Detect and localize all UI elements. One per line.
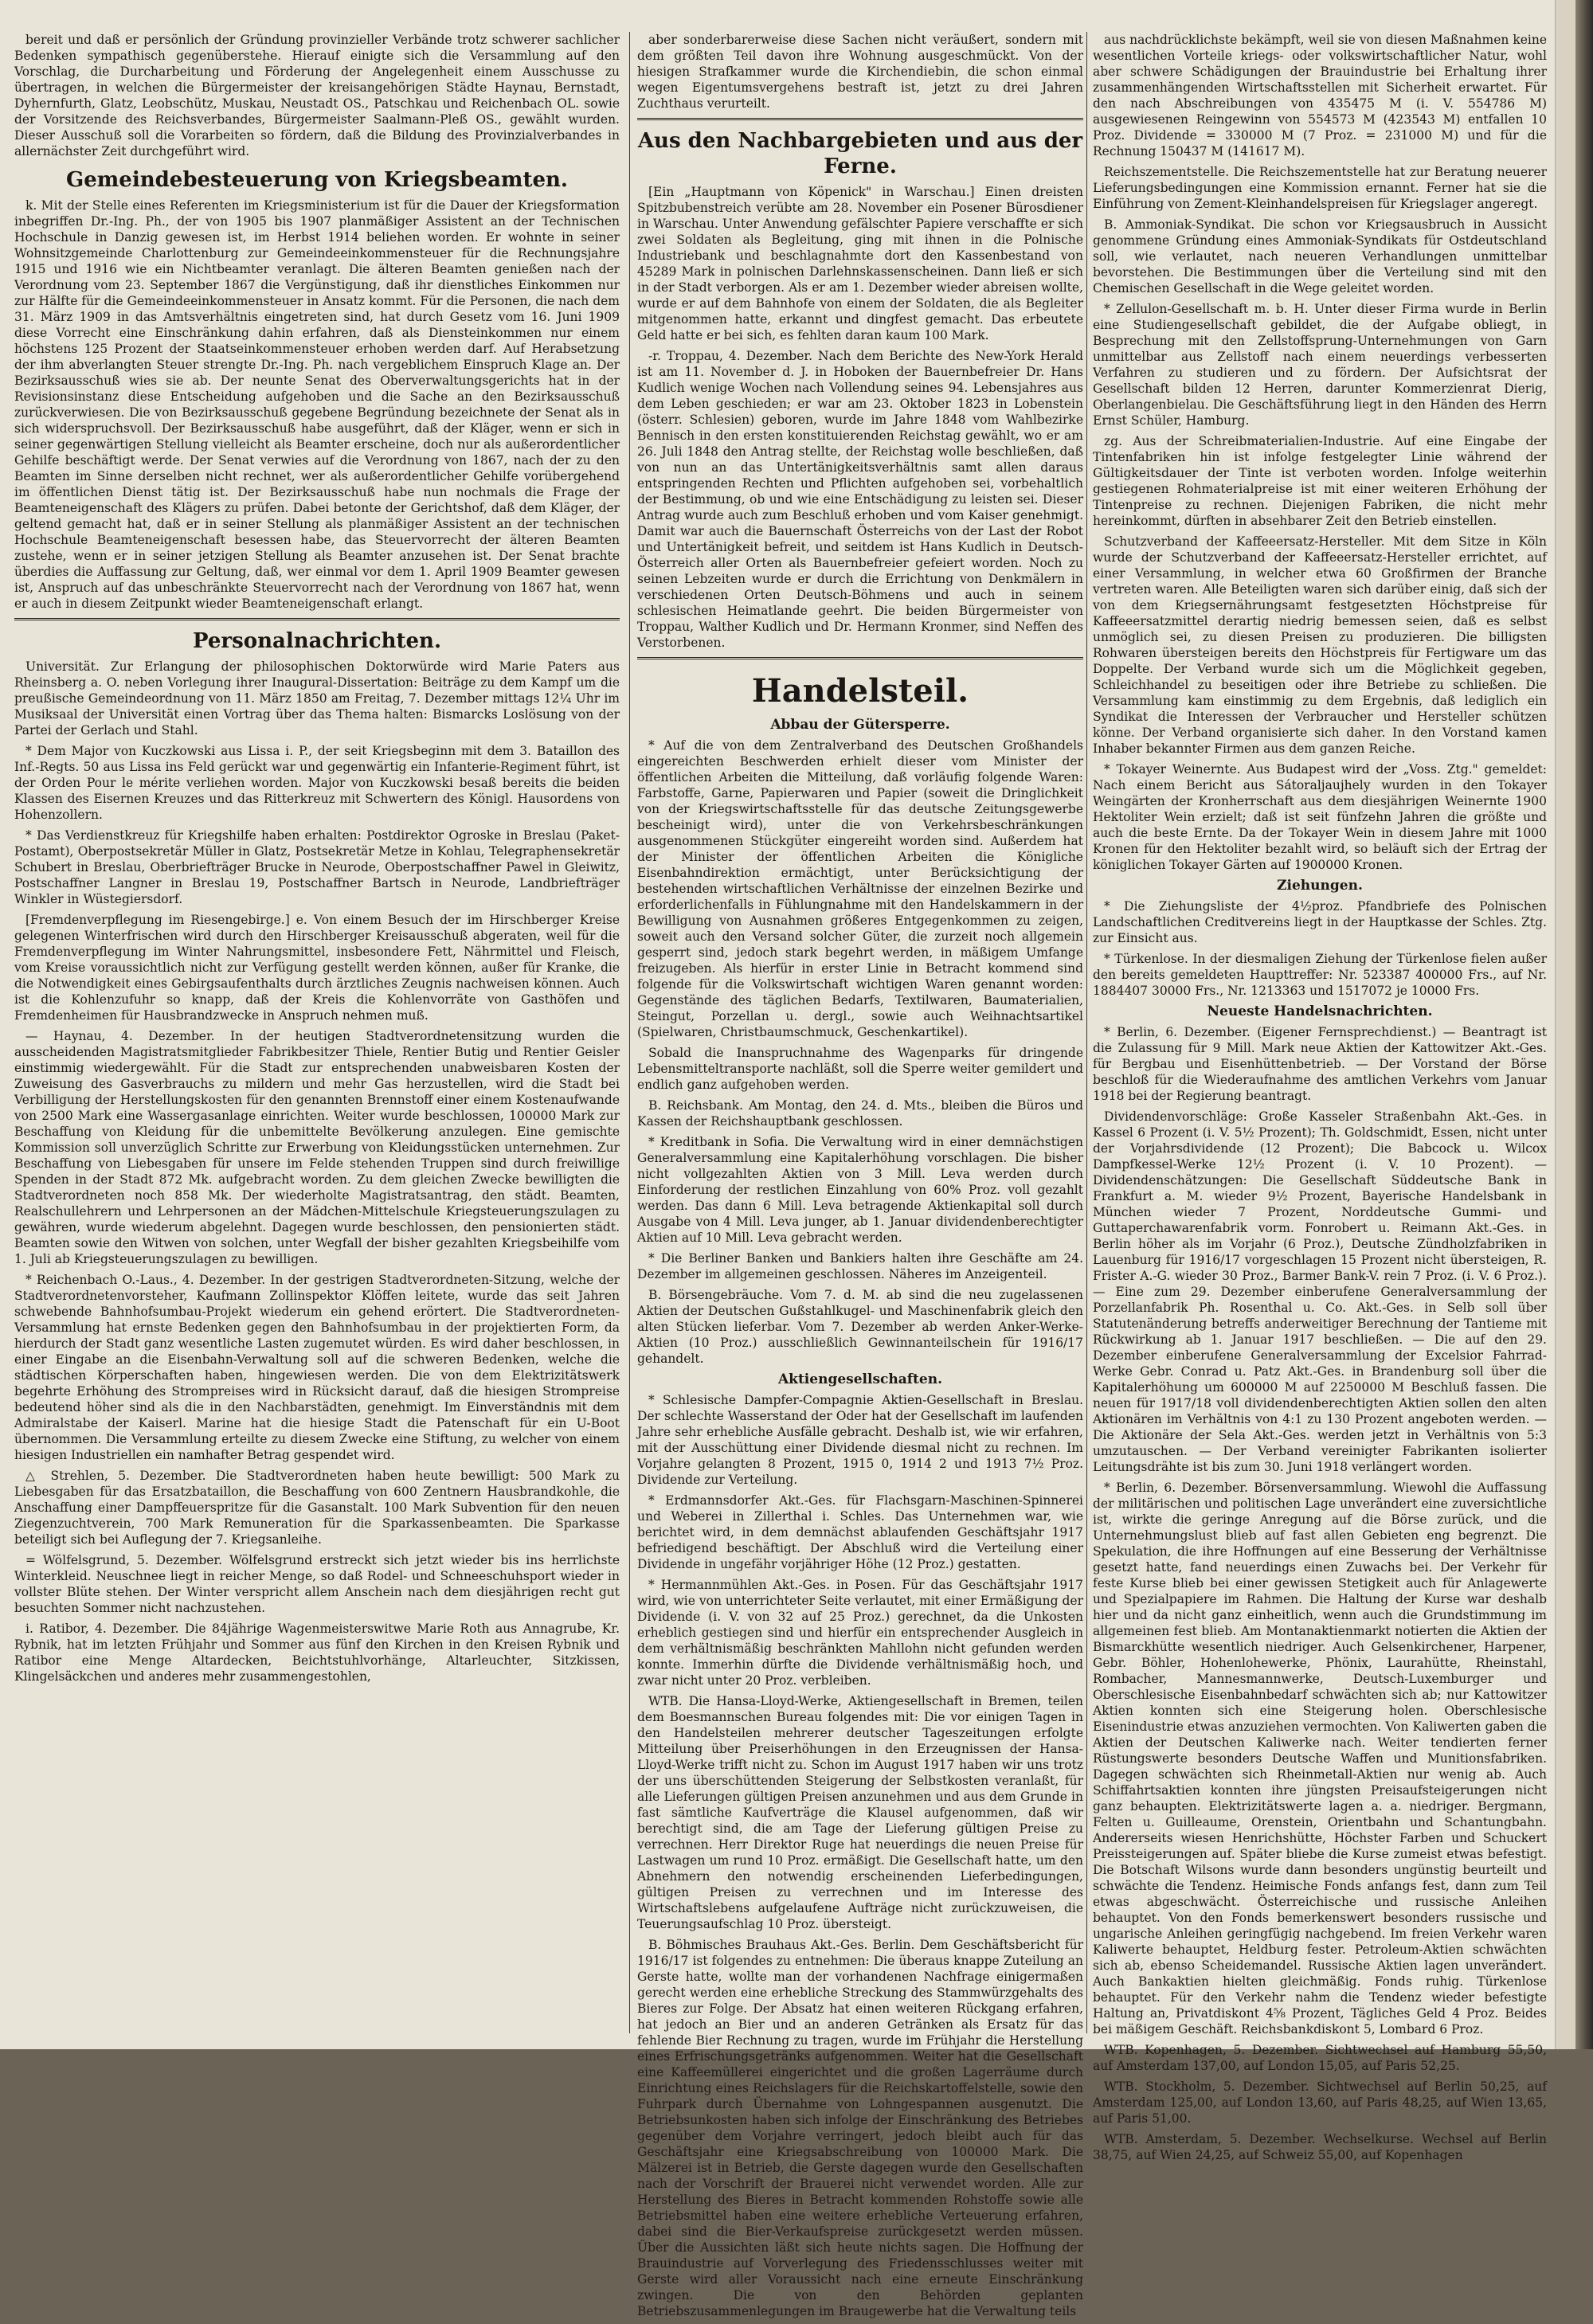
adjacent-page-edge [1555,0,1576,2049]
article-paragraph: * Die Berliner Banken und Bankiers halten ihre Geschäfte am 24. Dezember im allgemeinen geschlossen. Näheres im Anzeigenteil. [637,1251,1083,1281]
article-paragraph: * Das Verdienstkreuz für Kriegshilfe haben erhalten: Postdirektor Ogroske in Breslau (Paket-Postamt), Oberpostsekretär Müller in Glatz, Postsekretär Metze in Kohlau, Telegraphensekretär Schubert in Breslau, Oberbriefträger Brucke in Neurode, Oberpostschaffner Pawel in Gleiwitz, Postschaffner Langner in Breslau 19, Postschaffner Bartsch in Neurode, Landbriefträger Winkler in Wüstegiersdorf. [14,828,620,906]
article-paragraph: Sobald die Inanspruchnahme des Wagenparks für dringende Lebensmitteltransporte nachläßt, soll die Sperre weiter gemildert und endlich ganz aufgehoben werden. [637,1046,1083,1092]
headline-nachbargebiete: Aus den Nachbargebieten und aus der Ferne. [637,129,1083,178]
article-paragraph: — Haynau, 4. Dezember. In der heutigen Stadtverordnetensitzung wurden die ausscheidenden Magistratsmitglieder Fabrikbesitzer Thiele, Rentier Butig und Rentier Geisler einstimmig wiedergewählt. Für die Stadt zur entsprechenden unabweisbaren Kosten der Zuweisung des Gasverbrauchs zu mildern und mehr Gas herzustellen, wird die Stadt bei Verbilligung der Herstellungskosten für den genannten Brennstoff einer einem Kostenaufwande von 2500 Mark eine Wassergasanlage einrichten. Weiter wurde beschlossen, 100000 Mark zur Beschaffung von Kleidung für die unbemittelte Bevölkerung anzulegen. Eine gemischte Kommission soll unverzüglich Schritte zur Erwerbung von Kleidungsstücken unternehmen. Zur Beschaffung von Liebesgaben für unsere im Felde stehenden Truppen sind durch freiwillige Spenden in der Stadt 872 Mk. aufgebracht worden. Zu dem gleichen Zwecke bewilligten die Stadtverordneten noch 858 Mk. Der wiederholte Magistratsantrag, den städt. Beamten, Realschullehrern und Lehrpersonen an der Mädchen-Mittelschule Kriegsteuerungszulagen zu gewähren, wurde wiederum abgelehnt. Dagegen wurde beschlossen, den pensionierten städt. Beamten sowie den Witwen von solchen, unter Wegfall der bisher gezahlten Kriegsbeihilfe vom 1. Juli ab Kriegsteuerungszulagen zu bewilligen. [14,1029,620,1266]
article-paragraph: * Die Ziehungsliste der 4½proz. Pfandbriefe des Polnischen Landschaftlichen Creditvereins liegt in der Hauptkasse der Schles. Ztg. zur Einsicht aus. [1093,899,1547,945]
column-rule [1086,32,1087,2033]
article-paragraph: B. Ammoniak-Syndikat. Die schon vor Kriegsausbruch in Aussicht genommene Gründung eines Ammoniak-Syndikats für Ostdeutschland soll, wie verlautet, nach neueren Verhandlungen unmittelbar bevorstehen. Die Bestimmungen über die Verteilung sind mit den Chemischen Gesellschaft in die Wege geleitet worden. [1093,217,1547,295]
article-paragraph: zg. Aus der Schreibmaterialien-Industrie. Auf eine Eingabe der Tintenfabriken hin ist infolge festgelegter Linie während der Gültigkeitsdauer der Tinte ist verboten worden. Infolge weiterhin gestiegenen Rohmaterialpreise ist mit einer weiteren Erhöhung der Tintenpreise zu rechnen. Diejenigen Fabriken, die nicht mehr hereinkommt, dürften in absehbarer Zeit den Betrieb einstellen. [1093,434,1547,528]
article-paragraph: WTB. Stockholm, 5. Dezember. Sichtwechsel auf Berlin 50,25, auf Amsterdam 125,00, auf London 13,60, auf Paris 48,25, auf Wien 13,65, auf Paris 51,00. [1093,2079,1547,2126]
article-paragraph: * Türkenlose. In der diesmaligen Ziehung der Türkenlose fielen außer den bereits gemeldeten Haupttreffer: Nr. 523387 400000 Frs., auf Nr. 1884407 30000 Frs., Nr. 1213363 und 1517072 je 10000 Frs. [1093,952,1547,998]
article-paragraph: * Auf die von dem Zentralverband des Deutschen Großhandels eingereichten Beschwerden erhielt dieser vom Minister der öffentlichen Arbeiten die Mitteilung, daß vorläufig folgende Waren: Farbstoffe, Garne, Papierwaren und Papier (soweit die Dringlichkeit von der Kriegswirtschaftsstelle für das deutsche Zeitungsgewerbe bescheinigt wird), unter die von Verkehrsbeschränkungen ausgenommenen Stückgüter eingereiht worden sind. Außerdem hat der Minister der öffentlichen Arbeiten die Königliche Eisenbahndirektion ermächtigt, unter Berücksichtigung der bestehenden wirtschaftlichen Verhältnisse der einzelnen Bezirke und erforderlichenfalls in Fühlungnahme mit den Handelskammern in der Bewilligung von Ausnahmen größeres Entgegenkommen zu zeigen, soweit auch den Versand solcher Güter, die zurzeit noch allgemein gesperrt sind, jedoch stark begehrt werden, in mäßigem Umfange freizugeben. Als hierfür in erster Linie in Betracht kommend sind folgende für die Volkswirtschaft wichtigen Waren genannt worden: Gegenstände des täglichen Bedarfs, Textilwaren, Baumaterialien, Steingut, Porzellan u. dergl., sowie auch Weihnachtsartikel (Spielwaren, Christbaumschmuck, Geschenkartikel). [637,738,1083,1039]
article-paragraph: = Wölfelsgrund, 5. Dezember. Wölfelsgrund erstreckt sich jetzt wieder bis ins herrlichste Winterkleid. Neuschnee liegt in reicher Menge, so daß Rodel- und Schneeschuhsport wieder in vollster Blüte stehen. Der Winter verspricht allem Anschein nach dem diesjährigen recht gut besuchten Sommer nicht nachzustehen. [14,1553,620,1615]
article-intro: aus nachdrücklichste bekämpft, weil sie von diesen Maßnahmen keine wesentlichen Vorteile kriegs- oder volkswirtschaftlicher Natur, wohl aber schwere Schädigungen der Brauindustrie bei Erhaltung ihrer zusammenhängenden Wirtschaftsstellen mit Sicherheit erwartet. Für den nach Abschreibungen von 435475 M (i. V. 554786 M) ausgewiesenen Reingewinn von 554573 M (423543 M) entfallen 10 Proz. Dividende = 330000 M (7 Proz. = 231000 M) und für die Rechnung 150437 M (141617 M). [1093,33,1547,158]
article-paragraph: B. Börsengebräuche. Vom 7. d. M. ab sind die neu zugelassenen Aktien der Deutschen Gußstahlkugel- und Maschinenfabrik gleich den alten Stücken lieferbar. Vom 7. Dezember ab werden Anker-Werke-Aktien (10 Proz.) ausschließlich Gewinnanteilschein für 1916/17 gehandelt. [637,1288,1083,1366]
article-paragraph: △ Strehlen, 5. Dezember. Die Stadtverordneten haben heute bewilligt: 500 Mark zu Liebesgaben für das Ersatzbataillon, die Beschaffung von 600 Zentnern Hausbrandkohle, die Anschaffung einer Dampffeuerspritze für die Gasanstalt. 100 Mark Subvention für den neuen Ziegenzuchtverein, 700 Mark Remuneration für die Sparkassenbeamten. Die Sparkasse beteiligt sich bei Auflegung der 7. Kriegsanleihe. [14,1469,620,1547]
subheadline-guetersperre: Abbau der Gütersperre. [770,717,950,733]
subheadline-ziehungen: Ziehungen. [1277,878,1363,894]
headline-handelsteil: Handelsteil. [751,672,969,710]
article-paragraph: k. Mit der Stelle eines Referenten im Kriegsministerium ist für die Dauer der Kriegsformation inbegriffen Dr.-Ing. Ph., der von 1905 bis 1907 planmäßiger Assistent an der Technischen Hochschule in Danzig gewesen ist, im Herbst 1914 beliehen worden. Er wohnte in seiner Wohnsitzgemeinde Charlottenburg zur Gemeindeeinkommensteuer für die Rechnungsjahre 1915 und 1916 wie ein Nichtbeamter veranlagt. Die älteren Beamten genießen nach der Verordnung vom 23. September 1867 die Vergünstigung, daß ihr dienstliches Einkommen nur zur Hälfte für die Gemeindeeinkommensteuer in Ansatz kommt. Für die Personen, die nach dem 31. März 1909 in das Amtsverhältnis eingetreten sind, hat durch Gesetz vom 16. Juni 1909 diese Vorrecht eine Einschränkung dahin erfahren, daß als Diensteinkommen nur einem höchstens 125 Prozent der Staatseinkommensteuer erhoben werden darf. Auf Herabsetzung der ihm abverlangten Steuer strengte Dr.-Ing. Ph. nach vergeblichem Einspruch Klage an. Der Bezirksausschuß wies sie ab. Der neunte Senat des Oberverwaltungsgerichts hat in der Revisionsinstanz diese Entscheidung aufgehoben und die Sache an den Bezirksausschuß zurückverwiesen. Die von Bezirksausschuß gegebene Begründung bezeichnete der Senat als in sich widerspruchsvoll. Der Bezirksausschuß habe ausgeführt, daß der Kläger, wenn er sich in seiner gegenwärtigen Stellung vielleicht als Beamter erscheine, doch nur als außerordentlicher Gehilfe beschäftigt werde. Der Senat verwies auf die Verordnung von 1867, nach der zu den Beamten im Sinne derselben nicht rechnet, wer als außerordentlicher Gehilfe vorübergehend im öffentlichen Dienst tätig ist. Der Bezirksausschuß habe nun nochmals die Frage der Beamteneigenschaft des Klägers zu prüfen. Dabei betonte der Gerichtshof, daß dem Kläger, der geltend gemacht hat, daß er in seiner Stellung als planmäßiger Assistent an der technischen Hochschule Beamteneigenschaft besessen habe, das Steuervorrecht der älteren Beamten zustehe, wenn er in seiner jetzigen Stellung als Beamter anzusehen ist. Der Senat brachte überdies die Auffassung zur Geltung, daß, wer einmal vor dem 1. April 1909 Beamter gewesen ist, Anspruch auf das unbeschränkte Steuervorrecht nach der Verordnung von 1867 hat, wenn er auch in diesem Zeitpunkt wieder Beamteneigenschaft erlangt. [14,198,620,611]
article-paragraph: Reichszementstelle. Die Reichszementstelle hat zur Beratung neuerer Lieferungsbedingungen eine Kommission ernannt. Ferner hat sie die Einführung von Zement-Kleinhandelspreisen für Kriegslager angeregt. [1093,165,1547,211]
article-paragraph: WTB. Die Hansa-Lloyd-Werke, Aktiengesellschaft in Bremen, teilen dem Boesmannschen Bureau folgendes mit: Die vor einigen Tagen in den Handelsteilen mehrerer deutscher Tageszeitungen erfolgte Mitteilung über Preiserhöhungen in den Erzeugnissen der Hansa-Lloyd-Werke trifft nicht zu. Schon im August 1917 haben wir uns trotz der uns überschüttenden Steigerung der Selbstkosten veranlaßt, für alle Lieferungen gültigen Preisen anzunehmen und aus dem Grunde in fast sämtliche Kaufverträge die Klausel aufgenommen, daß wir berechtigt sind, die am Tage der Lieferung gültigen Preise zu verrechnen. Herr Direktor Ruge hat neuerdings die neuen Preise für Lastwagen um rund 10 Proz. ermäßigt. Die Gesellschaft hatte, um den Abnehmern den notwendig erscheinenden Lieferbedingungen, gültigen Preisen zu verrechnen und im Interesse des Wirtschaftslebens aufgelaufene Aufträge nicht zurückzuweisen, die Teuerungsaufschlag 10 Proz. übersteigt. [637,1694,1083,1931]
article-paragraph: [Ein „Hauptmann von Köpenick" in Warschau.] Einen dreisten Spitzbubenstreich verübte am 28. November ein Posener Bürosdiener in Warschau. Unter Anwendung gefälschter Papiere verschaffte er sich zwei Soldaten als Begleitung, ging mit ihnen in die Polnische Industriebank und beschlagnahmte dort den Kassenbestand von 45289 Mark in polnischen Darlehnskassenscheinen. Dann ließ er sich in der Stadt verborgen. Als er am 1. Dezember wieder abreisen wollte, wurde er auf dem Bahnhofe von einem der Soldaten, die als Begleiter mitgenommen hatte, erkannt und dingfest gemacht. Das erbeutete Geld hatte er bei sich, es fehlten daran kaum 100 Mark. [637,185,1083,342]
article-paragraph: * Tokayer Weinernte. Aus Budapest wird der „Voss. Ztg." gemeldet: Nach einem Bericht aus Sátoraljaujhely wurden in den Tokayer Weingärten der Kronherrschaft aus dem diesjährigen Weinernte 1900 Hektoliter Wein erzielt; daß ist seit fünfzehn Jahren die größte und auch die beste Ernte. Da der Tokayer Wein in diesem Jahre mit 1000 Kronen für den Hektoliter bezahlt wird, so beläuft sich der Ertrag der königlichen Tokayer Gärten auf 1900000 Kronen. [1093,762,1547,872]
column-2 [637,32,1083,2324]
column-3 [1093,32,1547,2168]
article-paragraph: Universität. Zur Erlangung der philosophischen Doktorwürde wird Marie Paters aus Rheinsberg a. O. neben Vorlegung ihrer Inaugural-Dissertation: Beiträge zu dem Kampf um die preußische Gemeindeordnung von 11. März 1850 am Freitag, 7. Dezember mittags 12¼ Uhr im Musiksaal der Universität einen Vortrag über das Thema halten: Bismarcks Loslösung von der Partei der Gerlach und Stahl. [14,659,620,737]
article-paragraph: i. Ratibor, 4. Dezember. Die 84jährige Wagenmeisterswitwe Marie Roth aus Annagrube, Kr. Rybnik, hat im letzten Frühjahr und Sommer aus fünf den Kirchen in den Kreisen Rybnik und Ratibor eine Menge Altardecken, Beichtstuhlvorhänge, Altarleuchter, Sitzkissen, Klingelsäckchen und anderes mehr zusammengestohlen, [14,1622,620,1684]
article-paragraph: * Kreditbank in Sofia. Die Verwaltung wird in einer demnächstigen Generalversammlung eine Kapitalerhöhung vorschlagen. Die bisher nicht vollgezahlten Aktien von 3 Mill. Leva werden durch Einforderung der restlichen Einzahlung von 60% Proz. voll gezahlt werden. Das dann 6 Mill. Leva betragende Aktienkapital soll durch Ausgabe von 4 Mill. Leva junger, ab 1. Januar dividendenberechtigter Aktien auf 10 Mill. Leva gebracht werden. [637,1135,1083,1245]
column-rule [629,32,630,2033]
article-paragraph: * Zellulon-Gesellschaft m. b. H. Unter dieser Firma wurde in Berlin eine Studiengesellschaft gebildet, die der Aufgabe obliegt, in Besprechung mit den Zellstoffsprung-Unternehmungen von Garn unmittelbar aus Zellstoff nach einem neuerdings verbesserten Verfahren zu studieren und zu fördern. Der Aufsichtsrat der Gesellschaft bilden 12 Herren, darunter Kommerzienrat Dierig, Oberlangenbielau. Die Geschäftsführung liegt in den Händen des Herrn Ernst Schüler, Hamburg. [1093,302,1547,428]
article-paragraph: Dividendenvorschläge: Große Kasseler Straßenbahn Akt.-Ges. in Kassel 6 Prozent (i. V. 5½ Prozent); Th. Goldschmidt, Essen, nicht unter der Vorjahrsdividende (12 Prozent); Die Babcock u. Wilcox Dampfkessel-Werke 12½ Prozent (i. V. 10 Prozent). — Dividendenschätzungen: Die Gesellschaft Süddeutsche Bank in Frankfurt a. M. wieder 9½ Prozent, Bayerische Handelsbank in München wieder 7 Prozent, Norddeutsche Gummi- und Guttaperchawarenfabrik vorm. Fonrobert u. Reimann Akt.-Ges. in Berlin höher als im Vorjahr (6 Proz.), Deutsche Zündholzfabriken in Lauenburg für 1916/17 vorgeschlagen 15 Prozent nicht übersteigen, R. Frister A.-G. wieder 30 Proz., Barmer Bank-V. rein 7 Proz. (i. V. 6 Proz.). — Eine zum 29. Dezember einberufene Generalversammlung der Porzellanfabrik Ph. Rosenthal u. Co. Akt.-Ges. in Selb soll über Statutenänderung betreffs anderweitiger Berechnung der Tantieme mit Rückwirkung ab 1. Januar 1917 beschließen. — Die auf den 29. Dezember einberufene Generalversammlung der Excelsior Fahrrad-Werke Gebr. Conrad u. Patz Akt.-Ges. in Brandenburg soll über die Kapitalerhöhung um 600000 M auf 2250000 M Beschluß fassen. Die neuen für 1917/18 voll dividendenberechtigten Aktien sollen den alten Aktionären im Verhältnis von 4:1 zu 130 Prozent angeboten werden. — Die Aktionäre der Sela Akt.-Ges. werden jetzt in Verhältnis von 5:3 umzutauschen. — Der Verband vereinigter Fabrikanten isolierter Leitungsdrähte ist bis zum 30. Juni 1918 verlängert worden. [1093,1109,1547,1474]
article-paragraph: B. Böhmisches Brauhaus Akt.-Ges. Berlin. Dem Geschäftsbericht für 1916/17 ist folgendes zu entnehmen: Die überaus knappe Zuteilung an Gerste hatte, wollte man der vorhandenen Nachfrage einigermaßen gerecht werden eine erhebliche Streckung des Stammwürzgehalts des Bieres zur Folge. Der Absatz hat einen weiteren Rückgang erfahren, hat jedoch an Bier und an anderen Getränken als Ersatz für das fehlende Bier Rechnung zu tragen, wurde im Frühjahr die Herstellung eines Erfrischungsgetränks aufgenommen. Weiter hat die Gesellschaft eine Kaffeemüllerei eingerichtet und die großen Lagerräume durch Einrichtung eines Reichslagers für die Reichskartoffelstelle, sowie den Fuhrpark durch Übernahme von Lohngespannen ausgenutzt. Die Betriebsunkosten haben sich infolge der Einschränkung des Betriebes gegenüber dem Vorjahre verringert, jedoch bleibt auch für das Geschäftsjahr eine Kriegsabschreibung von 100000 Mark. Die Mälzerei ist in Betrieb, die Gerste dagegen wurde den Gesellschaften nach der Vorschrift der Brauerei nicht verwendet worden. Alle zur Herstellung des Bieres in Betracht kommenden Rohstoffe sowie alle Betriebsmittel haben eine weitere erhebliche Verteuerung erfahren, dabei sind die Bier-Verkaufspreise zurückgesetzt werden müssen. Über die Aussichten läßt sich heute nichts sagen. Die Hoffnung der Brauindustrie auf Vorverlegung des Friedensschlusses weiter mit Gerste wird aller Voraussicht nach eine erneute Einschränkung zwingen. Die von den Behörden geplanten Betriebszusammenlegungen im Braugewerbe hat die Verwaltung teils [637,1938,1083,2318]
subheadline-aktiengesellschaften: Aktiengesellschaften. [777,1371,943,1387]
book-binding [1575,0,1593,2049]
article-paragraph: * Hermannmühlen Akt.-Ges. in Posen. Für das Geschäftsjahr 1917 wird, wie von unterrichteter Seite verlautet, mit einer Ermäßigung der Dividende (i. V. von 32 auf 25 Proz.) gerechnet, da die Unkosten erheblich gestiegen sind und hierfür ein entsprechender Ausgleich in dem verhältnismäßig beschränkten Mahllohn nicht gefunden werden konnte. Immerhin dürfte die Dividende verhältnismäßig hoch, und zwar nicht unter 20 Proz. verbleiben. [637,1578,1083,1688]
article-paragraph: [Fremdenverpflegung im Riesengebirge.] e. Von einem Besuch der im Hirschberger Kreise gelegenen Winterfrischen wird durch den Hirschberger Kreisausschuß abgeraten, weil für die Fremdenverpflegung im Winter Nahrungsmittel, insbesondere Fett, Nährmittel und Fleisch, vom Kreise voraussichtlich nicht zur Verfügung gestellt werden können, außer für Kranke, die die Notwendigkeit eines Gebirgsaufenthalts durch ärztliches Zeugnis nachweisen können. Auch ist die Kohlenzufuhr so knapp, daß der Kreis die Kohlenvorräte von Gasthöfen und Fremdenheimen für Hausbrandzwecke in Anspruch nehmen muß. [14,913,620,1023]
headline-gemeindebesteuerung: Gemeindebesteuerung von Kriegsbeamten. [66,168,568,192]
article-paragraph: * Berlin, 6. Dezember. (Eigener Fernsprechdienst.) — Beantragt ist die Zulassung für 9 Mill. Mark neue Aktien der Kattowitzer Akt.-Ges. für Bergbau und Eisenhüttenbetrieb. — Der Vorstand der Börse beschloß für die Wiederaufnahme des amtlichen Verkehrs vom Januar 1918 bei der Regierung beantragt. [1093,1025,1547,1103]
article-intro: aber sonderbarerweise diese Sachen nicht veräußert, sondern mit dem größten Teil davon ihre Wohnung ausgeschmückt. Von der hiesigen Strafkammer wurde die Kirchendiebin, die schon einmal wegen Eigentumsvergehens bestraft ist, jetzt zu drei Jahren Zuchthaus verurteilt. [637,33,1083,111]
article-paragraph: * Schlesische Dampfer-Compagnie Aktien-Gesellschaft in Breslau. Der schlechte Wasserstand der Oder hat der Gesellschaft im laufenden Jahre sehr erhebliche Ausfälle gebracht. Deshalb ist, wie wir erfahren, mit der Ausschüttung einer Dividende diesmal nicht zu rechnen. Im Vorjahre gelangten 8 Prozent, 1915 0, 1914 2 und 1913 7½ Proz. Dividende zur Verteilung. [637,1393,1083,1487]
article-paragraph: * Dem Major von Kuczkowski aus Lissa i. P., der seit Kriegsbeginn mit dem 3. Bataillon des Inf.-Regts. 50 aus Lissa ins Feld gerückt war und gegenwärtig ein Infanterie-Regiment führt, ist der Orden Pour le mérite verliehen worden. Major von Kuczkowski besaß bereits die beiden Klassen des Eisernen Kreuzes und das Ritterkreuz mit Schwertern des Königl. Hausordens von Hohenzollern. [14,744,620,822]
article-paragraph: * Erdmannsdorfer Akt.-Ges. für Flachsgarn-Maschinen-Spinnerei und Weberei in Zillerthal i. Schles. Das Unternehmen war, wie berichtet wird, in dem demnächst ablaufenden Geschäftsjahr 1917 befriedigend beschäftigt. Der Abschluß wird die Verteilung einer Dividende in ungefähr vorjähriger Höhe (12 Proz.) gestatten. [637,1493,1083,1571]
article-paragraph: WTB. Kopenhagen, 5. Dezember. Sichtwechsel auf Hamburg 55,50, auf Amsterdam 137,00, auf London 15,05, auf Paris 52,25. [1093,2043,1547,2073]
divider [14,618,620,620]
article-paragraph: WTB. Amsterdam, 5. Dezember. Wechselkurse. Wechsel auf Berlin 38,75, auf Wien 24,25, auf Schweiz 55,00, auf Kopenhagen [1093,2132,1547,2162]
subheadline-handelsnachrichten: Neueste Handelsnachrichten. [1207,1004,1433,1019]
divider [637,657,1083,659]
divider [637,118,1083,120]
headline-personalnachrichten: Personalnachrichten. [193,629,441,653]
article-paragraph: Schutzverband der Kaffeeersatz-Hersteller. Mit dem Sitze in Köln wurde der Schutzverband der Kaffeeersatz-Hersteller errichtet, auf einer Versammlung, in welcher etwa 60 Großfirmen der Branche vertreten waren. Alle Beteiligten waren sich darüber einig, daß sich der von dem Kriegsernährungsamt festgesetzten Höchstpreise für Kaffeeersatzmittel derartig niedrig bemessen seien, daß es selbst unmöglich sei, zu diesen Preisen zu produzieren. Die billigsten Rohwaren übersteigen bereits den Höchstpreis für Fertigware um das Doppelte. Der Verband wurde sich um die Möglichkeit gegeben, Schleichhandel zu beseitigen oder ihre Betriebe zu schließen. Die Versammlung kam einstimmig zu dem Ergebnis, daß lediglich ein Syndikat die Interessen der Verbraucher und Hersteller schützen könne. Der Verband organisierte sich daher. In den Vorstand kamen Inhaber bekannter Firmen aus dem ganzen Reiche. [1093,534,1547,756]
article-paragraph: B. Reichsbank. Am Montag, den 24. d. Mts., bleiben die Büros und Kassen der Reichshauptbank geschlossen. [637,1098,1083,1129]
column-1 [14,32,620,1689]
article-paragraph: * Berlin, 6. Dezember. Börsenversammlung. Wiewohl die Auffassung der militärischen und politischen Lage unverändert eine zuversichtliche ist, wirkte die geringe Anregung auf die Börse zurück, und die Unternehmungslust blieb auf fast allen Gebieten eng begrenzt. Die Spekulation, die ihre Hoffnungen auf eine Besserung der Verhältnisse gesetzt hatte, fand neuerdings einen Zuwachs bei. Der Verkehr für feste Kurse blieb bei einer gewissen Stetigkeit auch für Anlagewerte und Spezialpapiere im Rahmen. Die Haltung der Kurse war deshalb hier und da nicht ganz einheitlich, wenn auch die Grundstimmung im allgemeinen fest blieb. Am Montanaktienmarkt notierten die Aktien der Bismarckhütte wesentlich niedriger. Auch Gelsenkirchener, Harpener, Gebr. Böhler, Hohenlohewerke, Phönix, Laurahütte, Rheinstahl, Rombacher, Mannesmannwerke, Deutsch-Luxemburger und Oberschlesische Eisenbahnbedarf schwächten sich ab; nur Kattowitzer Aktien konnten sich eine Steigerung holen. Oberschlesische Eisenindustrie etwas anzuziehen vermochten. Von Kaliwerten gaben die Aktien der Deutschen Kaliwerke nach. Weiter tendierten ferner Rüstungswerte besonders Deutsche Waffen und Munitionsfabriken. Dagegen schwächten sich Rheinmetall-Aktien nur wenig ab. Auch Schiffahrtsaktien konnten ihre jüngsten Preisaufsteigerungen nicht ganz behaupten. Elektrizitätswerte lagen a. a. niedriger. Bergmann, Felten u. Guilleaume, Orenstein, Orientbahn und Schantungbahn. Andererseits wiesen Henrichshütte, Höchster Farben und Schuckert Preissteigerungen auf. Später bliebe die Kurse zumeist etwas befestigt. Die Botschaft Wilsons wurde dann besonders ungünstig beurteilt und schwächte die Tendenz. Heimische Fonds anfangs fest, dann zum Teil etwas abgeschwächt. Österreichische und russische Anleihen behauptet. Von den Fonds bemerkenswert besonders russische und ungarische Anleihen geringfügig nachgebend. Im freien Verkehr waren Kaliwerte behauptet, Heldburg fester. Petroleum-Aktien schwächten sich ab, ebenso Scheidemandel. Russische Aktien lagen unverändert. Auch Bankaktien hielten gleichmäßig. Fonds ruhig. Türkenlose behauptet. Für den Verkehr nahm die Tendenz wieder befestigte Haltung an, Privatdiskont 4⅝ Prozent, Tägliches Geld 4 Proz. Beides bei mäßigem Geschäft. Reichsbankdiskont 5, Lombard 6 Proz. [1093,1481,1547,2036]
article-paragraph: * Reichenbach O.-Laus., 4. Dezember. In der gestrigen Stadtverordneten-Sitzung, welche der Stadtverordnetenvorsteher, Kaufmann Zollinspektor Klöffen leitete, wurde das seit Jahren schwebende Bahnhofsumbau-Projekt wiederum ein gehend erörtert. Die Stadtverordneten-Versammlung hat ernste Bedenken gegen den Bahnhofsumbau in der projektierten Form, da hierdurch der Stadt ganz wesentliche Lasten zugemutet würden. Es wird daher beschlossen, in einer Eingabe an die Eisenbahn-Verwaltung soll auf die schweren Bedenken, welche die städtischen Körperschaften haben, hingewiesen werden. Die von dem Elektrizitätswerk begehrte Erhöhung des Strompreises wird in Rücksicht darauf, daß die hiesigen Strompreise bedeutend höher sind als die in den Nachbarstädten, genehmigt. Im Einverständnis mit dem Admiralstabe der Kaiserl. Marine hat die hiesige Stadt die Patenschaft für ein U-Boot übernommen. Die Versammlung erteilte zu diesem Zwecke eine Stiftung, zu welcher von einem hiesigen Industriellen ein namhafter Betrag gespendet wird. [14,1273,620,1462]
article-paragraph: -r. Troppau, 4. Dezember. Nach dem Berichte des New-York Herald ist am 11. November d. J. in Hoboken der Bauernbefreier Dr. Hans Kudlich wenige Wochen nach Vollendung seines 94. Lebensjahres aus dem Leben geschieden; er war am 23. Oktober 1823 in Lobenstein (österr. Schlesien) geboren, wurde im Jahre 1848 vom Wahlbezirke Bennisch in den ersten konstituierenden Reichstag gewählt, wo er am 26. Juli 1848 den Antrag stellte, der Reichstag wolle beschließen, daß von nun an das Untertänigkeitsverhältnis samt allen daraus entspringenden Rechten und Pflichten aufgehoben sei, vorbehaltlich der Bestimmung, ob und wie eine Entschädigung zu leisten sei. Dieser Antrag wurde auch zum Beschluß erhoben und vom Kaiser genehmigt. Damit war auch die Bauernschaft Österreichs von der Last der Robot und Untertänigkeit befreit, und seitdem ist Hans Kudlich in Deutsch-Österreich aller Orten als Bauernbefreier gefeiert worden. Noch zu seinen Lebzeiten wurde er durch die Errichtung von Denkmälern in verschiedenen Orten Deutsch-Böhmens und auch in seinem schlesischen Heimatlande geehrt. Die beiden Bürgermeister von Troppau, Walther Kudlich und Dr. Hermann Kronmer, sind Neffen des Verstorbenen. [637,349,1083,650]
article-intro: bereit und daß er persönlich der Gründung provinzieller Verbände trotz schwerer sachlicher Bedenken sympathisch gegenüberstehe. Hierauf einigte sich die Versammlung auf den Vorschlag, die Durcharbeitung und Förderung der Angelegenheit einem Ausschusse zu übertragen, in welchen die Bürgermeister der kreisangehörigen Städte Haynau, Bernstadt, Dyhernfurth, Glatz, Leobschütz, Muskau, Neustadt OS., Patschkau und Reichenbach OL. sowie der Vorsitzende des Reichsverbandes, Bürgermeister Saalmann-Pleß OS., gewählt wurden. Dieser Ausschuß soll die Vorarbeiten so fördern, daß die Bildung des Provinzialverbandes in allernächster Zeit durchgeführt wird. [14,33,620,158]
